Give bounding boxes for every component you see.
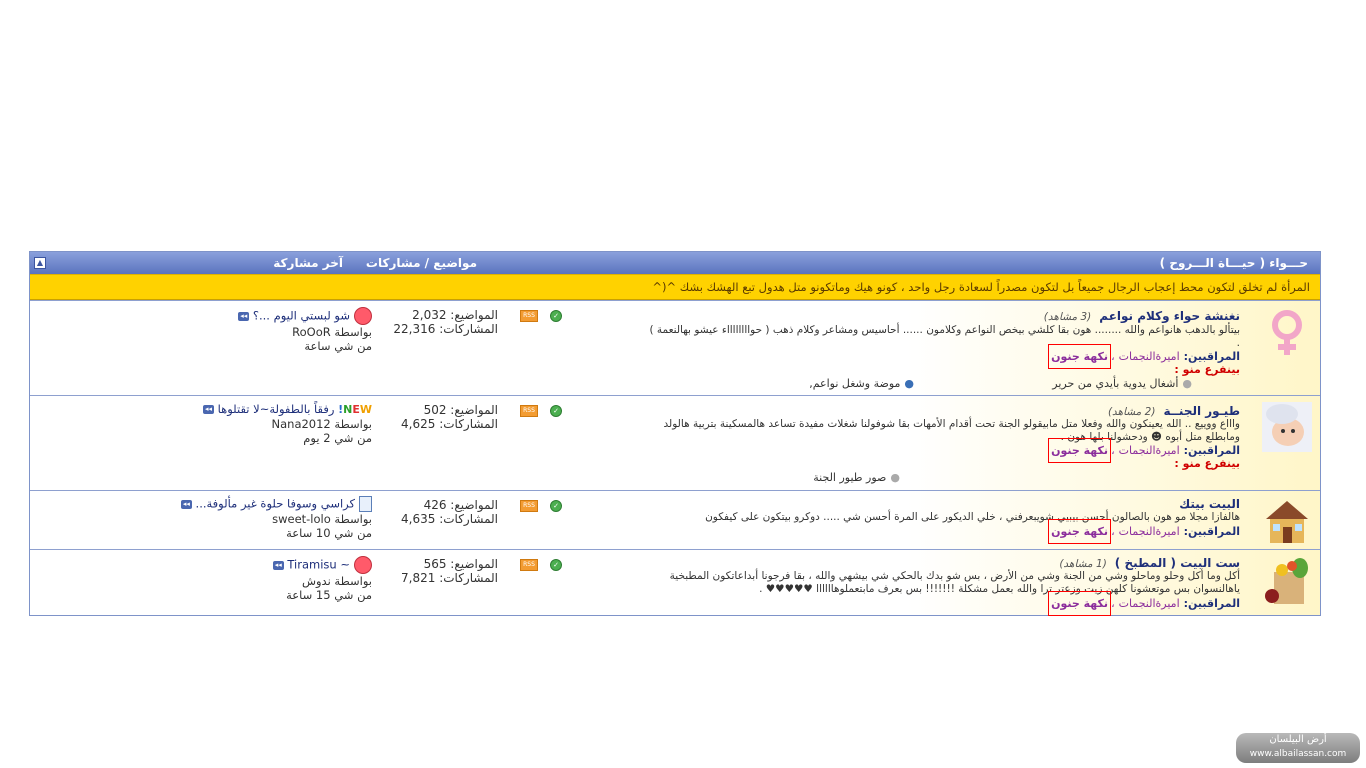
forum-description-extra: . — [1236, 337, 1240, 349]
forum-title[interactable]: البيت بيتك — [1179, 497, 1240, 511]
moderator-link[interactable]: اميرةالنجمات — [1118, 444, 1180, 457]
forum-row — [30, 549, 1320, 615]
category-title[interactable]: حـــواء ( حيـــاة الـــروح ) — [1159, 256, 1308, 270]
female-symbol-icon — [1262, 307, 1312, 357]
rss-icon[interactable]: RSS — [520, 405, 538, 417]
forum-description: بيتألو بالدهب هانواعم والله ........ هون بقا كلشي بيخص النواعم وكلامون ...... أحاسيس ومشاعر وكلام ذهب ( حوااااااااء عيشو بهالنعمة ) — [649, 324, 1240, 336]
last-post-author[interactable]: بواسطة Nana2012 — [271, 417, 372, 431]
forum-description: واااع ووييع .. الله يعينكون والله وفعلا متل مابيقولو الجنة تحت أقدام الأمهات بقا شوفولنا شغلات مفيدة تساعد هالمسكينة بتربية هالولد — [663, 418, 1240, 430]
last-post-time: من شي 15 ساعة — [286, 588, 372, 602]
forum-stats: المواضيع: 2,032 المشاركات: 22,316 — [393, 308, 498, 336]
moderator-link[interactable]: اميرةالنجمات — [1118, 597, 1180, 610]
moderators: المراقبين:اميرةالنجمات،نكهة جنون — [1048, 597, 1240, 610]
forum-stats: المواضيع: 426 المشاركات: 4,635 — [401, 498, 498, 526]
last-post-author[interactable]: بواسطة sweet-lolo — [272, 512, 372, 526]
forum-row — [30, 300, 1320, 395]
status-check-icon: ✓ — [550, 405, 562, 417]
subforum-link[interactable]: ●موضة وشغل نواعم, — [809, 377, 914, 390]
last-post — [269, 556, 372, 602]
speech-bubble-icon: ● — [904, 377, 914, 390]
subforums-label: بينفرع منو : — [1174, 363, 1240, 376]
forum-description-extra: ومابطلع متل أبوه ☻ ودحشولنا بلها هون . — [1060, 431, 1240, 443]
column-last-post: آخر مشاركة — [273, 256, 343, 270]
last-post-link[interactable]: شو لبستي اليوم ...؟ — [252, 308, 350, 323]
forum-description-extra: ياهالنسوان بس موتعشونا كلهن زيت وزعتر ترا والله بعمل مشكلة !!!!!!! بس بعرف مابتعملوهاااااا ♥♥♥♥♥ . — [759, 583, 1240, 595]
go-to-post-icon[interactable]: ◂◂ — [274, 560, 282, 569]
last-post-author[interactable]: بواسطة ندوش — [301, 574, 372, 588]
moderator-link[interactable]: نكهة جنون — [1048, 438, 1111, 463]
house-icon — [1262, 497, 1312, 547]
status-check-icon: ✓ — [550, 310, 562, 322]
forum-stats: المواضيع: 565 المشاركات: 7,821 — [401, 557, 498, 585]
forum-row — [30, 490, 1320, 549]
last-post-author[interactable]: بواسطة RoOoR — [292, 325, 372, 339]
new-badge: NEW! — [338, 403, 372, 416]
forum-title[interactable]: ست البيت ( المطبخ )(1 مشاهد) — [1059, 556, 1240, 570]
moderators: المراقبين:اميرةالنجمات،نكهة جنون — [1048, 525, 1240, 538]
forum-category-table — [29, 251, 1321, 616]
column-topics-posts: مواضيع / مشاركات — [365, 256, 477, 270]
category-header — [30, 252, 1320, 274]
last-post-link[interactable]: رفقاً بالطفولة~لا تقتلوها — [217, 402, 335, 416]
emoticon-icon — [354, 307, 372, 325]
document-icon — [359, 496, 372, 512]
forum-row — [30, 395, 1320, 490]
last-post-link[interactable]: ~ Tiramisu — [287, 557, 350, 572]
baby-photo-icon — [1262, 402, 1312, 452]
moderator-link[interactable]: اميرةالنجمات — [1118, 525, 1180, 538]
last-post-time: من شي 10 ساعة — [286, 526, 372, 540]
moderator-link[interactable]: نكهة جنون — [1048, 344, 1111, 369]
last-post — [177, 496, 372, 540]
moderators: المراقبين:اميرةالنجمات،نكهة جنون — [1048, 350, 1240, 363]
subforum-link[interactable]: ●أشغال يدوية بأيدي من حرير — [1052, 377, 1192, 390]
go-to-post-icon[interactable]: ◂◂ — [240, 311, 248, 320]
speech-bubble-icon: ● — [1182, 377, 1192, 390]
forum-stats: المواضيع: 502 المشاركات: 4,625 — [401, 403, 498, 431]
forum-title[interactable]: طيـور الجنــة(2 مشاهد) — [1107, 404, 1240, 418]
rss-icon[interactable]: RSS — [520, 310, 538, 322]
forum-title[interactable]: نغنشة حواء وكلام نواعم(3 مشاهد) — [1043, 309, 1240, 323]
status-check-icon: ✓ — [550, 500, 562, 512]
speech-bubble-icon: ● — [890, 471, 900, 484]
emoticon-icon — [354, 556, 372, 574]
moderators: المراقبين:اميرةالنجمات،نكهة جنون — [1048, 444, 1240, 457]
status-check-icon: ✓ — [550, 559, 562, 571]
moderator-link[interactable]: نكهة جنون — [1048, 591, 1111, 616]
announcement-marquee: المرأة لم تخلق لتكون محط إعجاب الرجال جميعاً بل لتكون مصدراً لسعادة رجل واحد ، كونو هيك وماتكونو متل هدول تبع الهشك بشك ^(^ — [30, 274, 1320, 300]
moderator-link[interactable]: اميرةالنجمات — [1118, 350, 1180, 363]
last-post — [234, 307, 372, 353]
moderator-link[interactable]: نكهة جنون — [1048, 519, 1111, 544]
go-to-post-icon[interactable]: ◂◂ — [205, 405, 213, 413]
forum-description: هالفازا مجلا مو هون بالصالون أحسن بيبيي شويبعرفني ، خلي الديكور على المرة أحسن شي ..... دوكرو بيتكون على كيفكون — [705, 511, 1240, 523]
site-watermark-logo: أرض البيلسان www.albailassan.com — [1236, 733, 1360, 763]
rss-icon[interactable]: RSS — [520, 559, 538, 571]
last-post-time: من شي 2 يوم — [303, 431, 372, 445]
last-post-time: من شي ساعة — [304, 339, 372, 353]
last-post — [199, 402, 372, 445]
grocery-bag-icon — [1262, 556, 1312, 606]
collapse-icon[interactable]: ▲ — [34, 257, 46, 269]
forum-description: أكل وما أكل وحلو وماحلو وشي من الجنة وشي من الأرض ، بس شو بدك بالحكي شي بيشهي والله ، بقا فرجونا أبداعاتكون المطبخية — [669, 570, 1240, 582]
last-post-link[interactable]: كراسي وسوفا حلوة غير مألوفة... — [195, 496, 355, 511]
subforums-label: بينفرع منو : — [1174, 457, 1240, 470]
go-to-post-icon[interactable]: ◂◂ — [182, 499, 190, 508]
rss-icon[interactable]: RSS — [520, 500, 538, 512]
subforum-link[interactable]: ●صور طيور الجنة — [813, 471, 900, 484]
